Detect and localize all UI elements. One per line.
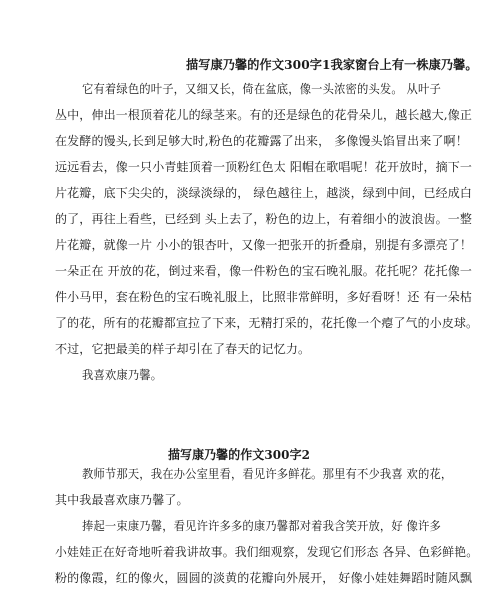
paragraph-line: 教师节那天，我在办公室里看，看见许多鲜花。那里有不少我喜 欢的花， (82, 467, 453, 481)
paragraph-line: 在发酵的馒头,长到足够大时,粉色的花瓣露了出来， 多像馒头馅冒出来了啊！ (55, 134, 468, 148)
paragraph-line: 的了，再往上看些，已经到 头上去了，粉色的边上，有着细小的波浪齿。一整 (55, 212, 473, 226)
paragraph-line: 其中我最喜欢康乃馨了。 (55, 493, 189, 507)
paragraph-line: 了的花，所有的花瓣都宣拉了下来，无精打采的，花托像一个瘪了气的小皮球。 (55, 316, 479, 330)
paragraph-line: 件小马甲，套在粉色的宝石晚礼服上，比照非常鲜明，多好看呀！还 有一朵枯 (55, 290, 473, 304)
article-2-title: 描写康乃馨的作文300字2 (167, 447, 311, 462)
paragraph-line: 丛中，伸出一根顶着花儿的绿茎来。有的还是绿色的花骨朵儿，越长越大,像正 (55, 108, 473, 122)
paragraph-line: 片花瓣，底下尖尖的，淡绿淡绿的， 绿色越往上，越淡，绿到中间，已经成白 (55, 186, 473, 200)
article-1-title: 描写康乃馨的作文300字1我家窗台上有一株康乃馨。 (186, 57, 478, 72)
paragraph-line: 它有着绿色的叶子，又细又长，倚在盆底，像一头浓密的头发。 从叶子 (82, 82, 441, 96)
paragraph-line: 我喜欢康乃馨。 (82, 368, 163, 382)
paragraph-line: 捧起一束康乃馨，看见许许多多的康乃馨都对着我含笑开放，好 像许多 (82, 519, 441, 533)
paragraph-line: 小娃娃正在好奇地听着我讲故事。我们细观察，发现它们形态 各异、色彩鲜艳。 (55, 545, 479, 559)
paragraph-line: 片花瓣，就像一片 小小的银杏叶，又像一把张开的折叠扇，别提有多漂亮了！ (55, 238, 473, 252)
paragraph-line: 一朵正在 开放的花，倒过来看，像一件粉色的宝石晚礼服。花托呢？花托像一 (55, 264, 473, 278)
paragraph-line: 远远看去，像一只小青蛙顶着一顶粉红色太 阳帽在歌唱呢！花开放时，摘下一 (55, 160, 473, 174)
paragraph-line: 不过，它把最美的样子却引在了春天的记忆力。 (55, 342, 311, 356)
paragraph-line: 粉的像霞，红的像火，圆圆的淡黄的花瓣向外展开， 好像小娃娃舞蹈时随风飘 (55, 571, 473, 585)
